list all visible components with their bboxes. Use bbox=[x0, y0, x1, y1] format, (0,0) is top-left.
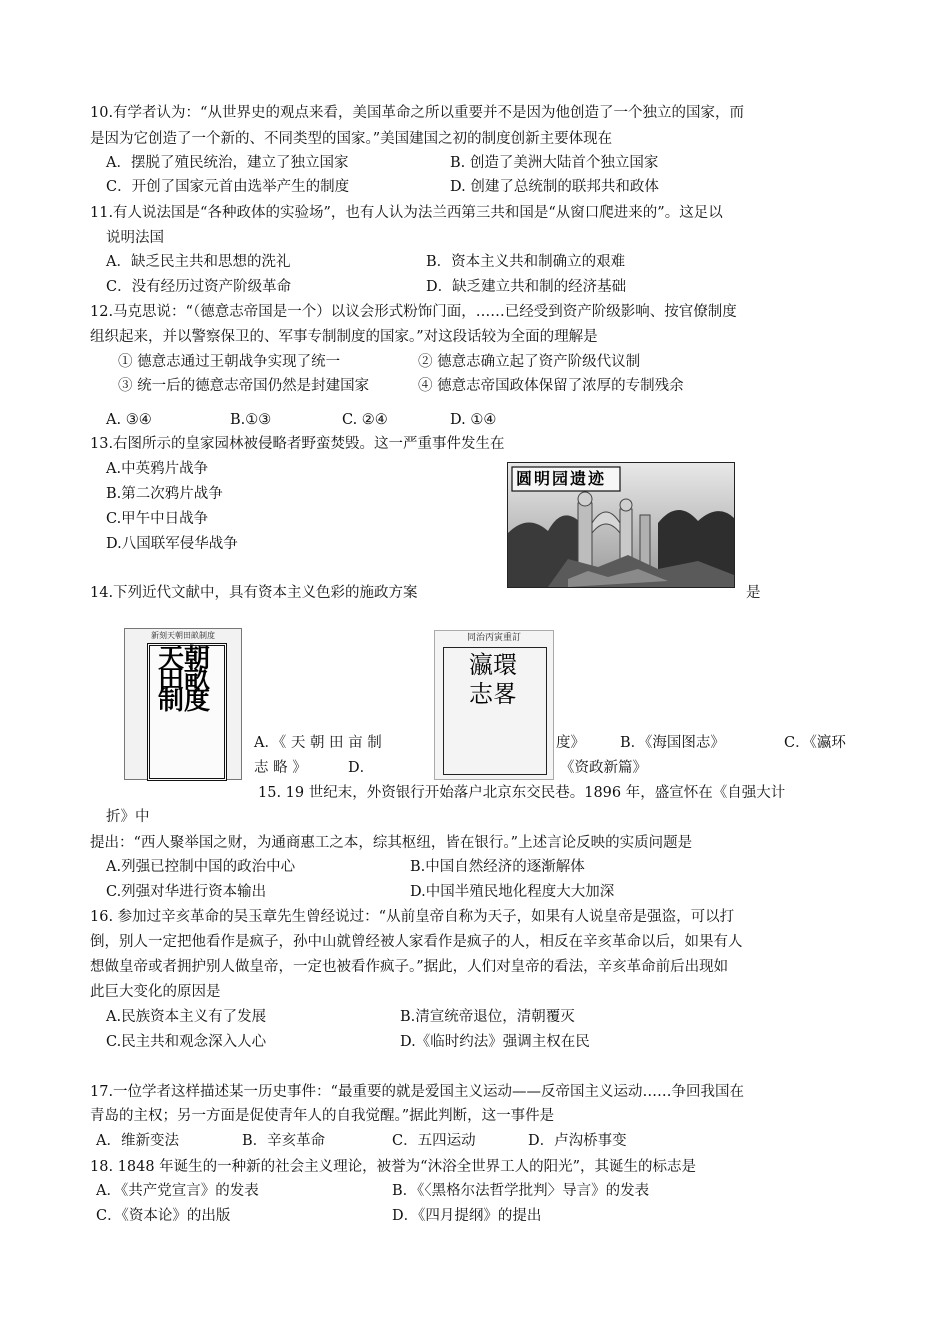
q16-option-a: A.民族资本主义有了发展 bbox=[106, 1009, 267, 1025]
q12-statement-3: ③ 统一后的德意志帝国仍然是封建国家 bbox=[118, 378, 370, 394]
q14-option-c-part2: 志 略 》 bbox=[254, 760, 307, 776]
book-cover-title: 天朝田畝制度 bbox=[157, 644, 210, 716]
photo-caption: 圆明园遗迹 bbox=[516, 469, 607, 488]
q15-stem-line2: 折》中 bbox=[106, 809, 150, 825]
q14-option-d: 《资政新篇》 bbox=[560, 760, 647, 776]
q16-option-c: C.民主共和观念深入人心 bbox=[106, 1034, 267, 1050]
book-cover-tianchao bbox=[124, 628, 242, 780]
q12-stem-line2: 组织起来，并以警察保卫的、军事专制制度的国家。”对这段话较为全面的理解是 bbox=[90, 329, 598, 345]
q11-option-a: A．缺乏民主共和思想的洗礼 bbox=[106, 254, 291, 270]
q11-stem-line1: 11.有人说法国是“各种政体的实验场”，也有人认为法兰西第三共和国是“从窗口爬进来的”。这足以 bbox=[90, 205, 723, 221]
q16-stem-line1: 16. 参加过辛亥革命的吴玉章先生曾经说过：“从前皇帝自称为天子，如果有人说皇帝是强盗，可以打 bbox=[90, 909, 735, 925]
q14-stem-end: 是 bbox=[746, 585, 761, 601]
q11-option-d: D．缺乏建立共和制的经济基础 bbox=[426, 279, 627, 295]
q13-option-b: B.第二次鸦片战争 bbox=[106, 486, 223, 502]
q18-option-a: A．《共产党宣言》的发表 bbox=[96, 1183, 259, 1199]
q14-option-b: B．《海国图志》 bbox=[620, 735, 725, 751]
q15-stem-line1: 15. 19 世纪末，外资银行开始落户北京东交民巷。1896 年，盛宣怀在《自强大计 bbox=[258, 785, 786, 801]
q14-option-a-part1: A．《 天 朝 田 亩 制 bbox=[254, 735, 382, 751]
q12-statement-2: ② 德意志确立起了资产阶级代议制 bbox=[418, 354, 641, 370]
q17-stem-line1: 17.一位学者这样描述某一历史事件：“最重要的就是爱国主义运动——反帝国主义运动……争回我国在 bbox=[90, 1084, 744, 1100]
q12-option-a: A. ③④ bbox=[106, 412, 152, 428]
book-cover-title: 瀛環志畧 bbox=[469, 651, 517, 708]
q11-option-c: C．没有经历过资产阶级革命 bbox=[106, 279, 292, 295]
book-cover-header: 新刻天朝田畝制度 bbox=[151, 631, 215, 640]
q10-stem-line1: 10.有学者认为：“从世界史的观点来看，美国革命之所以重要并不是因为他创造了一个独立的国家，而 bbox=[90, 105, 744, 121]
q18-stem: 18. 1848 年诞生的一种新的社会主义理论，被誉为“沐浴全世界工人的阳光”，其诞生的标志是 bbox=[90, 1159, 697, 1175]
q12-stem-line1: 12.马克思说：“（德意志帝国是一个）以议会形式粉饰门面，……已经受到资产阶级影响、按官僚制度 bbox=[90, 304, 737, 320]
q14-option-a-part2: 度》 bbox=[556, 735, 585, 751]
q16-stem-line2: 倒，别人一定把他看作是疯子，孙中山就曾经被人家看作是疯子的人，相反在辛亥革命以后，如果有人 bbox=[90, 934, 743, 950]
q17-option-a: A．维新变法 bbox=[96, 1133, 179, 1149]
q10-option-a: A．摆脱了殖民统治，建立了独立国家 bbox=[106, 155, 349, 171]
q13-option-c: C.甲午中日战争 bbox=[106, 511, 209, 527]
q17-option-d: D．卢沟桥事变 bbox=[528, 1133, 627, 1149]
q14-option-c-part1: C．《瀛环 bbox=[784, 735, 846, 751]
q13-option-d: D.八国联军侵华战争 bbox=[106, 536, 238, 552]
q16-stem-line3: 想做皇帝或者拥护别人做皇帝，一定也被看作疯子。”据此，人们对皇帝的看法，辛亥革命前后出现如 bbox=[90, 959, 729, 975]
q17-stem-line2: 青岛的主权；另一方面是促使青年人的自我觉醒。”据此判断，这一事件是 bbox=[90, 1108, 555, 1124]
yuanmingyuan-ruins-photo bbox=[507, 462, 735, 588]
q13-stem: 13.右图所示的皇家园林被侵略者野蛮焚毁。这一严重事件发生在 bbox=[90, 436, 505, 452]
q12-statement-4: ④ 德意志帝国政体保留了浓厚的专制残余 bbox=[418, 378, 684, 394]
q10-option-b: B. 创造了美洲大陆首个独立国家 bbox=[450, 155, 659, 171]
q17-option-b: B．辛亥革命 bbox=[242, 1133, 326, 1149]
q11-option-b: B．资本主义共和制确立的艰难 bbox=[426, 254, 626, 270]
q15-option-b: B.中国自然经济的逐渐解体 bbox=[410, 859, 585, 875]
q16-option-d: D.《临时约法》强调主权在民 bbox=[400, 1034, 590, 1050]
q16-stem-line4: 此巨大变化的原因是 bbox=[90, 984, 221, 1000]
q15-stem-line3: 提出：“西人聚举国之财，为通商惠工之本，综其枢纽，皆在银行。”上述言论反映的实质问题是 bbox=[90, 835, 693, 851]
q17-option-c: C．五四运动 bbox=[392, 1133, 476, 1149]
q14-option-d-label: D． bbox=[348, 760, 375, 776]
q12-statement-1: ① 德意志通过王朝战争实现了统一 bbox=[118, 354, 341, 370]
q15-option-a: A.列强已控制中国的政治中心 bbox=[106, 859, 296, 875]
book-cover-header: 同治丙寅重訂 bbox=[466, 633, 521, 643]
q14-stem: 14.下列近代文献中，具有资本主义色彩的施政方案 bbox=[90, 585, 418, 601]
q11-stem-line2: 说明法国 bbox=[106, 230, 164, 246]
q10-stem-line2: 是因为它创造了一个新的、不同类型的国家。”美国建国之初的制度创新主要体现在 bbox=[90, 131, 613, 147]
q18-option-b: B．《〈黑格尔法哲学批判〉导言》的发表 bbox=[392, 1183, 650, 1199]
q16-option-b: B.清宣统帝退位，清朝覆灭 bbox=[400, 1009, 575, 1025]
q12-option-b: B.①③ bbox=[230, 412, 272, 428]
q12-option-c: C. ②④ bbox=[342, 412, 388, 428]
q12-option-d: D. ①④ bbox=[450, 412, 497, 428]
q10-option-d: D. 创建了总统制的联邦共和政体 bbox=[450, 179, 659, 195]
q15-option-d: D.中国半殖民地化程度大大加深 bbox=[410, 884, 615, 900]
q13-option-a: A.中英鸦片战争 bbox=[106, 461, 209, 477]
book-cover-yinghuan bbox=[434, 630, 554, 780]
q10-option-c: C．开创了国家元首由选举产生的制度 bbox=[106, 179, 350, 195]
q18-option-d: D．《四月提纲》的提出 bbox=[392, 1208, 542, 1224]
q18-option-c: C．《资本论》的出版 bbox=[96, 1208, 231, 1224]
q15-option-c: C.列强对华进行资本输出 bbox=[106, 884, 267, 900]
